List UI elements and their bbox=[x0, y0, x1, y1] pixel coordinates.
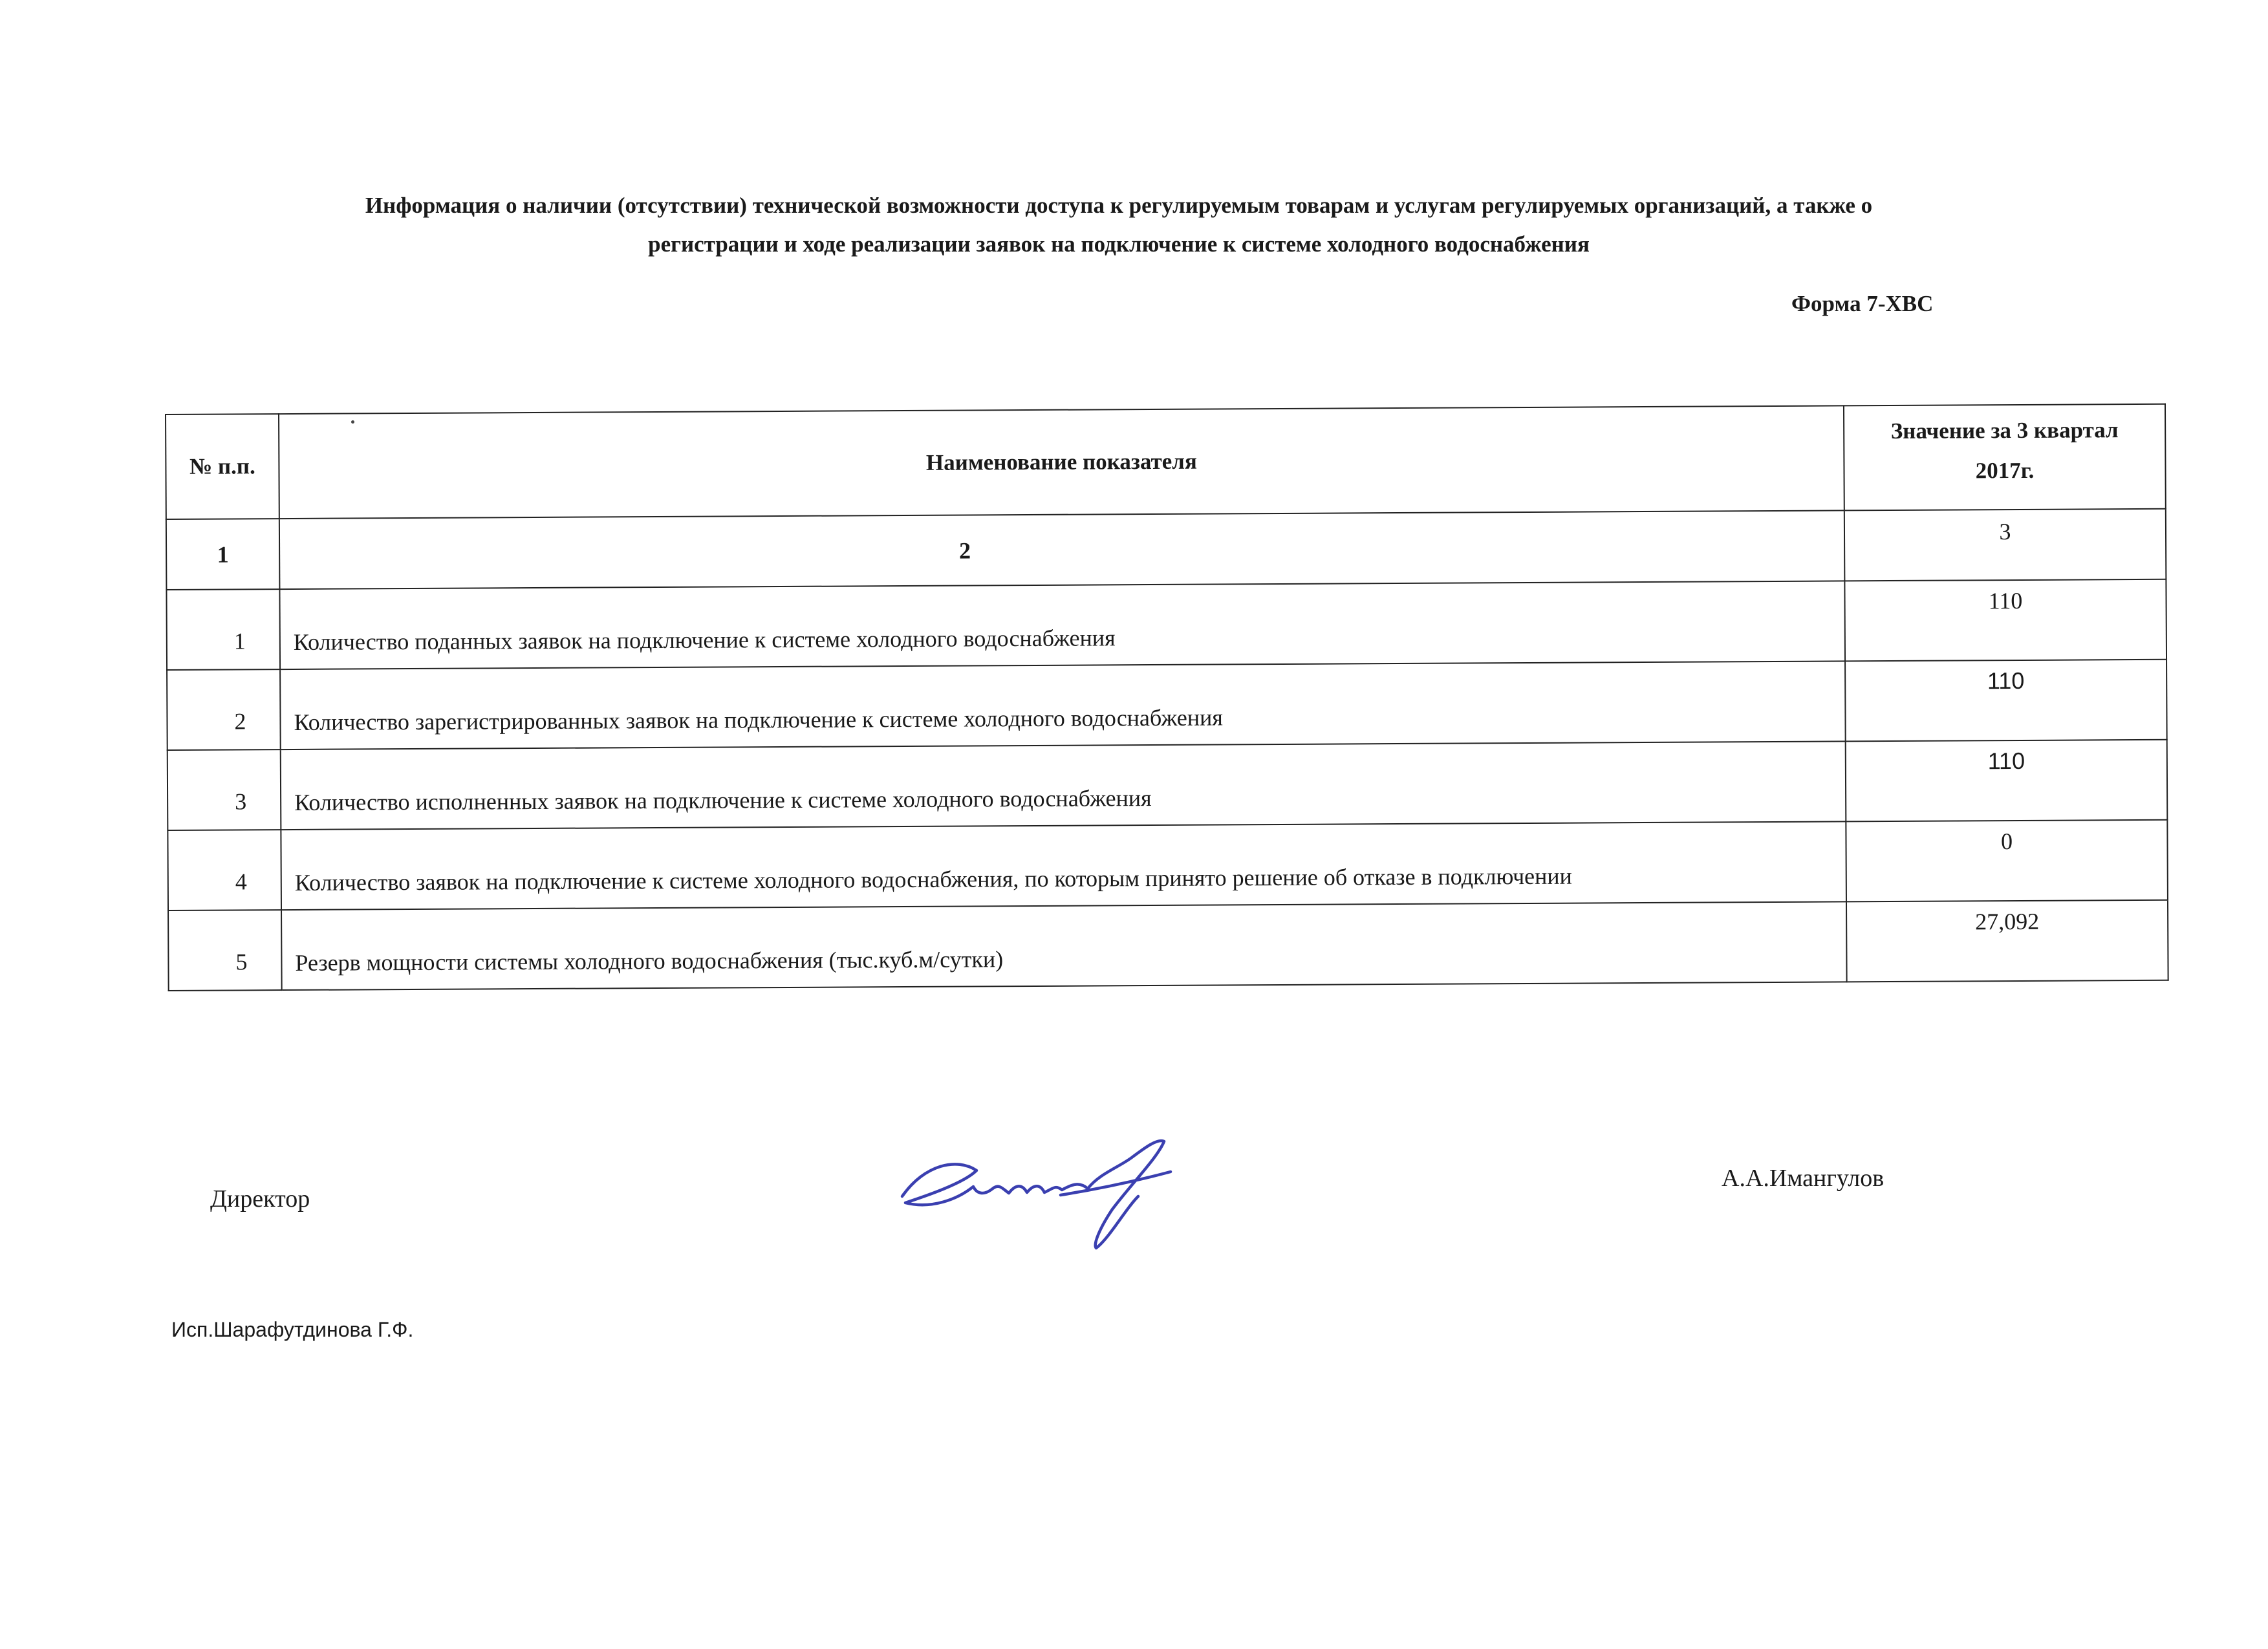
column-number-1: 1 bbox=[166, 519, 280, 590]
row-value: 110 bbox=[1846, 740, 2168, 822]
table-row bbox=[166, 579, 2166, 670]
table-row bbox=[167, 820, 2168, 911]
document-title-line-2: регистрации и ходе реализации заявок на подключение к системе холодного водоснабжения bbox=[648, 232, 1590, 257]
header-num: № п.п. bbox=[166, 414, 279, 519]
table-row bbox=[167, 660, 2167, 750]
signature-stroke-main bbox=[902, 1164, 1088, 1205]
row-value: 27,092 bbox=[1846, 900, 2168, 982]
director-signature bbox=[886, 1112, 1209, 1267]
row-indicator-name: Количество исполненных заявок на подключение к системе холодного водоснабжения bbox=[281, 741, 1846, 830]
document-title bbox=[194, 186, 2044, 264]
executor-name: Исп.Шарафутдинова Г.Ф. bbox=[171, 1318, 414, 1341]
director-position: Директор bbox=[210, 1185, 310, 1212]
row-number: 4 bbox=[167, 830, 281, 911]
row-value: 110 bbox=[1844, 579, 2166, 662]
row-value: 110 bbox=[1845, 660, 2167, 742]
column-number-row bbox=[166, 509, 2166, 590]
row-number: 1 bbox=[166, 589, 280, 670]
indicator-table bbox=[165, 404, 2169, 991]
column-number-2: 2 bbox=[279, 510, 1845, 589]
indicator-table-wrapper bbox=[165, 404, 2168, 991]
table-row bbox=[167, 740, 2168, 830]
row-indicator-name: Резерв мощности системы холодного водоснабжения (тыс.куб.м/сутки) bbox=[281, 901, 1847, 990]
table-header-row bbox=[166, 404, 2166, 519]
signature-strokes bbox=[902, 1141, 1171, 1248]
header-value-line-2: 2017г. bbox=[1975, 457, 2035, 484]
row-indicator-name: Количество зарегистрированных заявок на подключение к системе холодного водоснабжения bbox=[280, 661, 1846, 749]
form-label: Форма 7-ХВС bbox=[1791, 291, 1934, 316]
row-number: 5 bbox=[168, 910, 282, 991]
row-number: 3 bbox=[167, 749, 281, 830]
table-row bbox=[168, 900, 2168, 991]
document-title-line-1: Информация о наличии (отсутствии) технической возможности доступа к регулируемым товарам и услугам регулируемых организаций, а также о bbox=[365, 193, 1873, 218]
row-value: 0 bbox=[1846, 820, 2168, 902]
header-value bbox=[1844, 404, 2166, 511]
signer-name: А.А.Имангулов bbox=[1722, 1165, 1885, 1192]
column-number-3: 3 bbox=[1844, 509, 2166, 581]
header-value-line-1: Значение за 3 квартал bbox=[1890, 417, 2119, 444]
row-indicator-name: Количество поданных заявок на подключение к системе холодного водоснабжения bbox=[279, 581, 1845, 669]
row-indicator-name: Количество заявок на подключение к системе холодного водоснабжения, по которым принято решение об отказе в подключении bbox=[281, 821, 1846, 910]
header-name: Наименование показателя bbox=[279, 405, 1844, 519]
signature-stroke-loop bbox=[1088, 1141, 1164, 1248]
row-number: 2 bbox=[167, 669, 281, 750]
